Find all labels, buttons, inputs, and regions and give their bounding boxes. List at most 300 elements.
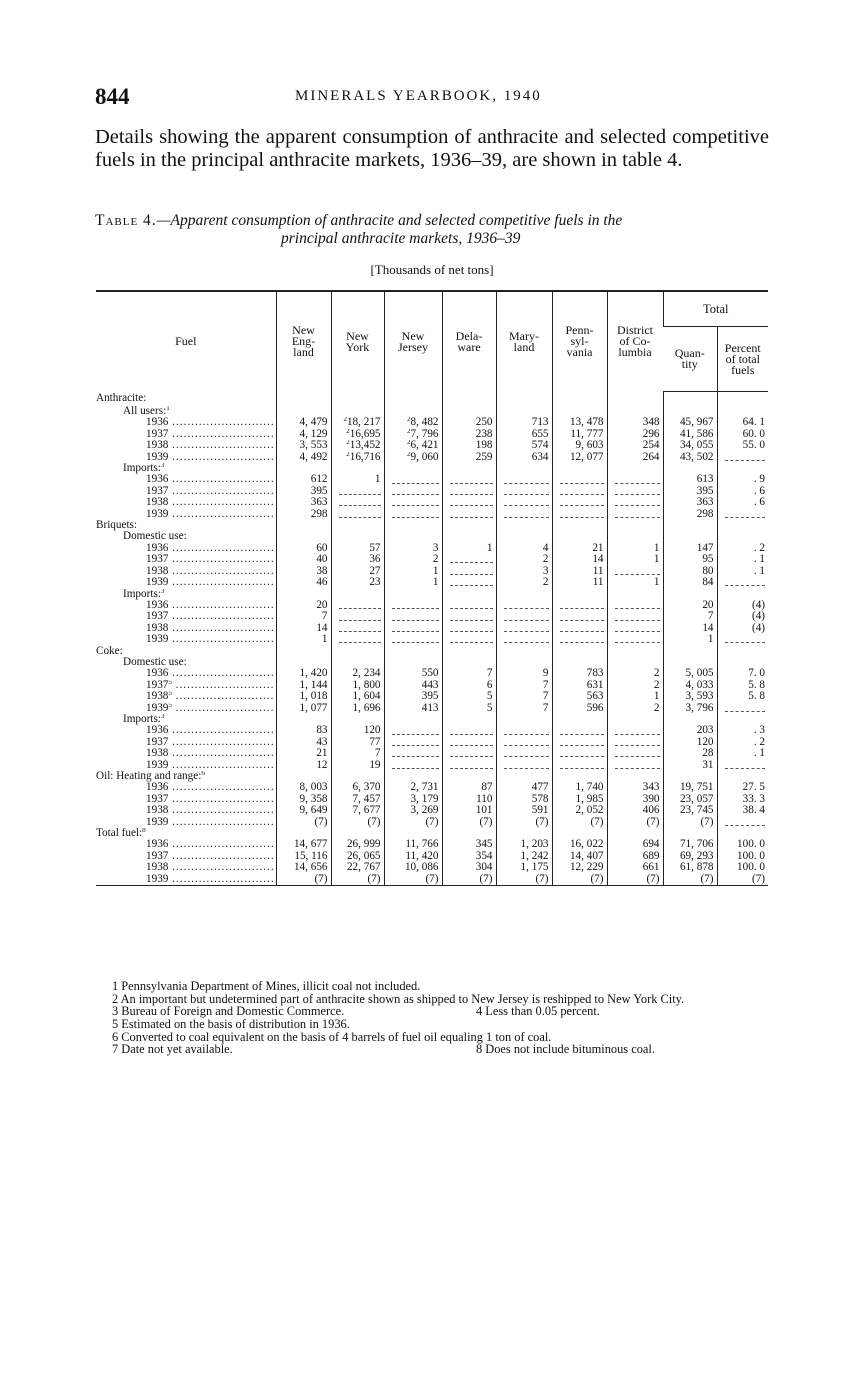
cell-new-jersey [384,486,442,497]
leader-dash [450,728,493,735]
cell-new-england: 298 [276,509,331,520]
leader-dash [392,511,439,518]
cell-new-jersey [384,771,442,782]
cell-delaware [442,771,496,782]
row-label-text: 1939 ..... [146,634,273,645]
cell-new-york [331,406,384,417]
cell-total-quantity: 20 [663,600,717,611]
cell-new-jersey [384,417,442,428]
cell-new-england: 9, 649 [276,805,331,816]
cell-total-percent: (4) [717,611,768,622]
cell-pennsylvania: 563 [552,691,607,702]
cell-maryland [496,657,552,668]
cell-district-of-columbia: 1 [607,691,663,702]
cell-total-quantity [663,392,717,407]
leader-dash [392,739,439,746]
row-label-text: 1936 ..... [146,668,273,679]
cell-total-quantity: 31 [663,760,717,771]
cell-pennsylvania: 13, 478 [552,417,607,428]
cell-pennsylvania [552,474,607,485]
cell-new-jersey [384,634,442,645]
cell-new-england [276,714,331,725]
cell-delaware: 198 [442,440,496,451]
cell-maryland: 2 [496,554,552,565]
cell-total-percent: (4) [717,623,768,634]
leader-dash [392,728,439,735]
leader-dash [339,511,381,518]
year-label [96,748,276,759]
leader-dash [504,762,549,769]
intro-paragraph: Details showing the apparent consumption of anthracite and selected competitive fuels in the principal anthracite markets, 1936–39, are shown in table 4. [95,126,769,171]
cell-new-england: 14, 656 [276,862,331,873]
cell-new-england: 60 [276,543,331,554]
footnote-ref: 2 [407,440,411,447]
leader-dash [504,614,549,621]
leader-dash [450,488,493,495]
cell-district-of-columbia [607,760,663,771]
cell-pennsylvania [552,486,607,497]
cell-total-quantity: 3, 593 [663,691,717,702]
row-label-text: 1939 ..... [146,760,273,771]
cell-new-england [276,771,331,782]
cell-delaware [442,611,496,622]
table-row [96,691,768,702]
cell-maryland: 4 [496,543,552,554]
leader-dash [560,511,604,518]
col-header-quantity: Quan- tity [663,327,717,392]
row-label-text: Domestic use: [123,656,187,668]
cell-delaware [442,406,496,417]
cell-new-york [331,714,384,725]
cell-new-jersey: 3 [384,543,442,554]
cell-maryland [496,646,552,657]
cell-total-percent [717,760,768,771]
cell-maryland [496,486,552,497]
cell-district-of-columbia [607,771,663,782]
year-label [96,782,276,793]
cell-new-jersey [384,828,442,839]
cell-pennsylvania [552,509,607,520]
leader-dash [504,511,549,518]
cell-district-of-columbia: 2 [607,680,663,691]
leader-dash [339,488,381,495]
cell-maryland [496,771,552,782]
cell-total-quantity: 80 [663,566,717,577]
year-label [96,623,276,634]
cell-total-quantity: 1 [663,634,717,645]
cell-district-of-columbia: 406 [607,805,663,816]
cell-district-of-columbia: (7) [607,874,663,886]
cell-new-england: 7 [276,611,331,622]
row-label-text: 1936 ..... [146,600,273,611]
cell-total-percent [717,828,768,839]
cell-delaware: 250 [442,417,496,428]
row-label-text: 1936 ..... [146,417,273,428]
cell-district-of-columbia [607,531,663,542]
row-label-text: Briquets: [96,520,138,532]
cell-maryland: (7) [496,817,552,828]
cell-pennsylvania [552,623,607,634]
cell-new-england: 43 [276,737,331,748]
cell-new-jersey: 3, 269 [384,805,442,816]
cell-district-of-columbia [607,634,663,645]
cell-pennsylvania [552,531,607,542]
cell-new-jersey [384,497,442,508]
cell-new-england: 1, 077 [276,703,331,714]
footnote-7: 7 Date not yet available. [112,1042,233,1057]
section-label [96,828,276,839]
section-label [96,463,276,474]
cell-new-york: 1, 604 [331,691,384,702]
cell-district-of-columbia [607,623,663,634]
year-label [96,874,276,886]
leader-dash [560,739,604,746]
cell-district-of-columbia [607,714,663,725]
row-label-text: 1939 ..... [146,509,273,520]
cell-value: 16,695 [349,428,381,440]
year-label [96,452,276,463]
cell-delaware [442,748,496,759]
cell-total-quantity: 23, 745 [663,805,717,816]
cell-total-percent [717,589,768,600]
cell-district-of-columbia: 694 [607,839,663,850]
cell-district-of-columbia [607,497,663,508]
cell-delaware [442,600,496,611]
cell-total-quantity: 19, 751 [663,782,717,793]
cell-total-percent [717,646,768,657]
leader-dash [615,636,660,643]
table-row [96,794,768,805]
cell-pennsylvania [552,463,607,474]
leader-dash [560,614,604,621]
cell-total-percent: 38. 4 [717,805,768,816]
cell-maryland: 477 [496,782,552,793]
leader-dash [615,728,660,735]
section-label [96,392,276,407]
leader-dash [450,636,493,643]
leader-dash [615,739,660,746]
cell-new-jersey [384,657,442,668]
cell-total-percent: 5. 8 [717,691,768,702]
cell-district-of-columbia: 1 [607,554,663,565]
table-body [96,392,768,886]
cell-maryland: 578 [496,794,552,805]
cell-total-percent: (7) [717,874,768,886]
table-row [96,805,768,816]
table-row [96,737,768,748]
footnote-6: 6 Converted to coal equivalent on the basis of 4 barrels of fuel oil equaling 1 ton of coal. [112,1029,552,1044]
row-label-text: 1937 ..... [146,794,273,805]
cell-new-england: 4, 129 [276,429,331,440]
cell-new-york [331,463,384,474]
col-header-district-of-columbia: District of Co- lumbia [607,291,663,392]
cell-delaware [442,509,496,520]
col-header-fuel: Fuel [96,291,276,392]
table-row [96,554,768,565]
cell-total-quantity: 69, 293 [663,851,717,862]
table-row [96,623,768,634]
row-label-text: 1939 ..... [146,577,273,588]
table-row [96,680,768,691]
cell-delaware [442,463,496,474]
table-row [96,543,768,554]
year-label [96,817,276,828]
cell-pennsylvania: 11 [552,566,607,577]
table-title-line2: principal anthracite markets, 1936–39 [281,230,521,247]
leader-dash [504,602,549,609]
cell-new-england: 4, 492 [276,452,331,463]
cell-new-jersey [384,623,442,634]
cell-new-york: (7) [331,874,384,886]
cell-total-percent [717,406,768,417]
cell-new-york: 23 [331,577,384,588]
cell-new-york: 77 [331,737,384,748]
cell-pennsylvania [552,634,607,645]
cell-new-jersey [384,646,442,657]
cell-total-quantity: 95 [663,554,717,565]
cell-new-jersey [384,392,442,407]
cell-new-jersey [384,452,442,463]
table-section-row [96,406,768,417]
cell-pennsylvania [552,646,607,657]
table-row [96,725,768,736]
section-label [96,589,276,600]
cell-maryland [496,497,552,508]
leader-dash [504,636,549,643]
footnote-ref: 2 [346,428,350,435]
cell-total-percent: 7. 0 [717,668,768,679]
table-row [96,668,768,679]
cell-new-york [331,657,384,668]
leader-dash [504,499,549,506]
cell-total-percent [717,520,768,531]
cell-maryland: 2 [496,577,552,588]
table-row [96,862,768,873]
cell-new-jersey [384,463,442,474]
cell-total-percent: . 9 [717,474,768,485]
table-row [96,851,768,862]
leader-dash [615,602,660,609]
cell-maryland: 574 [496,440,552,451]
cell-new-york [331,531,384,542]
cell-delaware: 6 [442,680,496,691]
year-label [96,486,276,497]
row-label-text: All users:$^1$ [123,406,170,417]
cell-maryland: 591 [496,805,552,816]
year-label [96,634,276,645]
cell-total-quantity: 5, 005 [663,668,717,679]
footnote-ref: 5 [168,679,172,686]
year-label [96,805,276,816]
leader-dash [560,625,604,632]
cell-new-york: 7, 677 [331,805,384,816]
footnote-4: 4 Less than 0.05 percent. [476,1004,600,1019]
cell-total-quantity: 43, 502 [663,452,717,463]
cell-new-jersey [384,725,442,736]
cell-total-quantity: 613 [663,474,717,485]
row-label-text: 1938 ..... [146,497,273,508]
leader-dash [560,477,604,484]
cell-value: 16,716 [349,451,381,463]
cell-new-jersey [384,440,442,451]
row-label-text: 1939 ..... [146,452,273,463]
cell-pennsylvania: (7) [552,817,607,828]
cell-new-jersey [384,406,442,417]
cell-pennsylvania [552,725,607,736]
cell-new-york [331,771,384,782]
cell-new-york: 7 [331,748,384,759]
cell-total-quantity: 23, 057 [663,794,717,805]
cell-total-percent: (4) [717,600,768,611]
cell-district-of-columbia [607,600,663,611]
cell-delaware: (7) [442,817,496,828]
cell-total-quantity: 395 [663,486,717,497]
row-label-text: Coke: [96,645,123,657]
cell-pennsylvania [552,771,607,782]
cell-new-jersey: 3, 179 [384,794,442,805]
year-label [96,554,276,565]
cell-total-quantity [663,714,717,725]
leader-dash [392,762,439,769]
leader-dash [392,614,439,621]
cell-total-percent: . 3 [717,725,768,736]
row-label-text: 1938 ..... [146,805,273,816]
row-label-text: 1937 ..... [146,554,273,565]
cell-total-percent [717,771,768,782]
table-row [96,839,768,850]
cell-new-england [276,463,331,474]
cell-new-jersey: 413 [384,703,442,714]
cell-total-percent: . 6 [717,486,768,497]
cell-maryland [496,520,552,531]
cell-delaware: 1 [442,543,496,554]
leader-dash [615,568,660,575]
cell-maryland: 7 [496,691,552,702]
cell-district-of-columbia [607,392,663,407]
row-label-text: Anthracite: [96,392,147,405]
cell-new-england: 1, 018 [276,691,331,702]
cell-total-quantity [663,463,717,474]
cell-maryland [496,611,552,622]
cell-new-england [276,589,331,600]
cell-total-percent: 55. 0 [717,440,768,451]
table-section-row [96,463,768,474]
cell-total-percent [717,817,768,828]
row-label-text: 1938$^5$ ..... [146,691,273,702]
leader-dash [560,750,604,757]
footnote-ref: 2 [343,417,347,424]
leader-dash [450,750,493,757]
table-row [96,440,768,451]
table-section-row [96,520,768,531]
row-label-text: Oil: Heating and range:$^6$ [96,771,205,782]
cell-delaware: 5 [442,691,496,702]
cell-district-of-columbia [607,486,663,497]
cell-district-of-columbia: 296 [607,429,663,440]
table-row [96,611,768,622]
row-label-text: 1936 ..... [146,839,273,850]
table-section-row [96,646,768,657]
table-row [96,874,768,886]
leader-dash [615,750,660,757]
section-label [96,714,276,725]
leader-dash [450,602,493,609]
cell-total-quantity [663,657,717,668]
cell-new-jersey: 2 [384,554,442,565]
col-header-delaware: Dela- ware [442,291,496,392]
leader-dash [504,488,549,495]
cell-new-york: 26, 999 [331,839,384,850]
table-section-row [96,657,768,668]
cell-new-jersey [384,520,442,531]
footnote-2: 2 An important but undetermined part of anthracite shown as shipped to New Jersey is reshipped to New York City. [112,991,685,1006]
cell-pennsylvania: 12, 077 [552,452,607,463]
footnote-8: 8 Does not include bituminous coal. [476,1042,655,1057]
table-section-row [96,531,768,542]
cell-pennsylvania: 12, 229 [552,862,607,873]
cell-new-jersey: 443 [384,680,442,691]
cell-maryland [496,392,552,407]
year-label [96,440,276,451]
cell-district-of-columbia [607,828,663,839]
section-label [96,657,276,668]
cell-total-percent: 100. 0 [717,839,768,850]
cell-pennsylvania [552,714,607,725]
table-label: Table 4. [95,212,157,229]
table-row [96,748,768,759]
cell-new-england: 8, 003 [276,782,331,793]
cell-new-york [331,828,384,839]
leader-dash [392,602,439,609]
year-label [96,839,276,850]
leader-dash [450,511,493,518]
cell-total-percent: 33. 3 [717,794,768,805]
cell-pennsylvania [552,657,607,668]
consumption-table-wrap [96,290,768,886]
footnote-row-7-8 [96,1043,770,1056]
cell-new-england: 40 [276,554,331,565]
table-section-row [96,828,768,839]
table-row [96,486,768,497]
cell-delaware: 238 [442,429,496,440]
col-header-new-york: New York [331,291,384,392]
row-label-text: 1938 ..... [146,623,273,634]
cell-pennsylvania: 11 [552,577,607,588]
cell-total-percent [717,577,768,588]
leader-dash [504,625,549,632]
cell-new-york [331,417,384,428]
cell-total-percent [717,703,768,714]
cell-district-of-columbia [607,611,663,622]
table-row [96,509,768,520]
cell-new-york: 2, 234 [331,668,384,679]
cell-district-of-columbia [607,725,663,736]
section-label [96,531,276,542]
cell-new-jersey [384,509,442,520]
leader-dash [725,705,766,712]
leader-dash [450,499,493,506]
cell-new-york: 19 [331,760,384,771]
cell-delaware [442,623,496,634]
table-row [96,452,768,463]
row-label-text: 1936 ..... [146,782,273,793]
cell-delaware [442,392,496,407]
cell-total-percent [717,657,768,668]
footnote-1: 1 Pennsylvania Department of Mines, illicit coal not included. [112,979,421,993]
cell-maryland: (7) [496,874,552,886]
cell-total-quantity: 298 [663,509,717,520]
cell-maryland [496,737,552,748]
